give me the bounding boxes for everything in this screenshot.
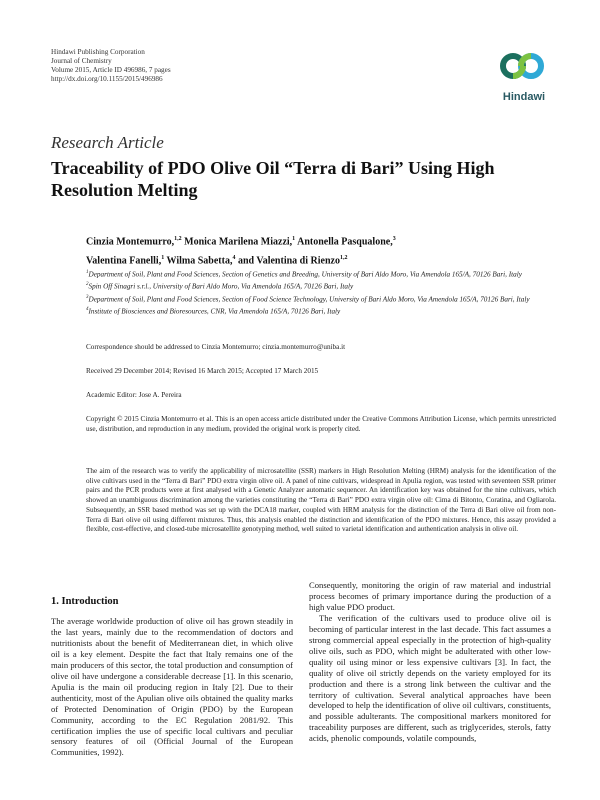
article-type: Research Article [51,133,164,152]
author-affil-ref: 1,2 [339,255,348,262]
affiliation-item [86,305,556,317]
journal-name: Journal of Chemistry [51,57,112,65]
correspondence-line: Correspondence should be addressed to Cinzia Montemurro; cinzia.montemurro@uniba.it [86,343,346,351]
title-line-1: Traceability of PDO Olive Oil “Terra di Bari” Using High [51,158,495,178]
author-line-1 [86,231,556,250]
affiliation-text: Institute of Biosciences and Bioresources, CNR, Via Amendola 165/A, 70126 Bari, Italy [88,307,341,316]
author-name: Monica Marilena Miazzi, [184,236,293,248]
body-column-left [51,596,293,758]
author-name: Cinzia Montemurro, [86,236,175,248]
author-affil-ref: 1 [292,236,296,242]
article-title [51,157,531,201]
author-name: and Valentina di Rienzo [237,255,340,267]
affiliation-item [86,280,556,292]
author-affil-ref: 3 [392,236,396,242]
affiliation-number: 1 [86,270,89,275]
affiliation-text: Spin Off Sinagri s.r.l., University of Bari Aldo Moro, Via Amendola 165/A, 70126 Bari, Italy [88,282,354,291]
abstract-text: The aim of the research was to verify the applicability of microsatellite (SSR) markers in High Resolution Melting (HRM) analysis for the identification of the olive cultivars used in the “Terra di Bari” PDO extra virgin olive oil. A panel of nine cultivars, widespread in Apulia region, was tested with seventeen SSR primer pairs and the PCR products were at first analysed with a Genetic Analyzer automatic sequencer. An identification key was obtained for the nine cultivars, which showed an unambiguous discrimination among the varieties constituting the “Terra di Bari” PDO extra virgin olive oil: Cima di Bitonto, Coratina, and Ogliarola. Subsequently, an SSR based method was set up with the DCA18 marker, coupled with HRM analysis for the distinction of the Terra di Bari olive oil from non-Terra di Bari olive oil using different mixtures. Thus, this analysis enabled the distinction and identification of the PDO mixtures. Hence, this assay provided a flexible, cost-effective, and closed-tube microsatellite genotyping method, well suited to varietal identification and authentication analysis in olive oil. [86,467,556,534]
author-name: Valentina Fanelli, [86,255,162,267]
hindawi-logo-text: Hindawi [502,91,546,103]
author-list [86,231,556,270]
affiliation-number: 2 [86,282,89,288]
journal-meta [51,48,171,84]
doi-link[interactable]: http://dx.doi.org/10.1155/2015/496986 [51,75,163,83]
author-name: Antonella Pasqualone, [297,236,393,248]
intro-paragraph-1: The average worldwide production of olive oil has grown steadily in the last years, mainly due to the recommendation of doctors and nutritionists about the benefit of Mediterranean diet, in which olive oil is a key element. Despite the fact that Italy remains one of the main producers of this sector, the total production and consumption of olive oil have undergone a considerable decrease [1]. In this scenario, Apulia is the main oil producing region in Italy [2]. Due to their authenticity, most of the Apulian olive oils obtained the quality marks of Protected Denomination of Origin (PDO) by the European Community, according to the EC Regulation 2081/92. This certification implies the use of specific local cultivars and peculiar sensory features of oil (Official Journal of the European Communities, 1992). [51,616,293,758]
affiliation-item [86,268,556,280]
affiliation-text: Department of Soil, Plant and Food Sciences, Section of Food Science Technology, University of Bari Aldo Moro, Via Amendola 165/A, 70126 Bari, Italy [88,295,530,304]
affiliation-text: Department of Soil, Plant and Food Sciences, Section of Genetics and Breeding, University of Bari Aldo Moro, Via Amendola 165/A, 70126 Bari, Italy [88,270,522,279]
title-line-2: Resolution Melting [51,180,198,200]
intro-paragraph-3: The verification of the cultivars used to produce olive oil is becoming of particular interest in the last decade. This fact assumes a strong commercial appeal especially in the protection of high-quality olive oils, such as PDO, which might be adulterated with other low-quality oil using minor or less expensive cultivars [3]. In fact, the quality of olive oil strictly depends on the variety employed for its production and there is a strong link between the cultivar and the territory of cultivation. Several analytical approaches have been developed to help the identification of olive oil cultivars, constituents, and possible adulterants. The compositional markers monitored for traceability purposes are different, such as triglycerides, sterols, fatty acids, phenolic compounds, volatile compounds, [309,612,551,744]
volume-info: Volume 2015, Article ID 496986, 7 pages [51,66,171,74]
body-column-right [309,580,551,744]
author-name: Wilma Sabetta, [166,255,233,267]
section-heading: 1. Introduction [51,596,119,607]
academic-editor: Academic Editor: Jose A. Pereira [86,391,182,399]
author-affil-ref: 4 [232,255,236,262]
author-line-2 [86,250,556,269]
affiliation-list [86,268,556,318]
author-affil-ref: 1,2 [174,236,182,242]
dates-line: Received 29 December 2014; Revised 16 March 2015; Accepted 17 March 2015 [86,367,319,375]
copyright-notice: Copyright © 2015 Cinzia Montemurro et al. This is an open access article distributed under the Creative Commons Attribution License, which permits unrestricted use, distribution, and reproduction in any medium, provided the original work is properly cited. [86,415,556,433]
intro-paragraph-2: Consequently, monitoring the origin of raw material and industrial process becomes of primary importance during the production of a high value PDO product. [309,580,551,612]
publisher-name: Hindawi Publishing Corporation [51,48,145,56]
affiliation-item [86,293,556,305]
affiliation-number: 3 [86,294,89,300]
author-affil-ref: 1 [161,255,165,262]
affiliation-number: 4 [86,307,89,313]
